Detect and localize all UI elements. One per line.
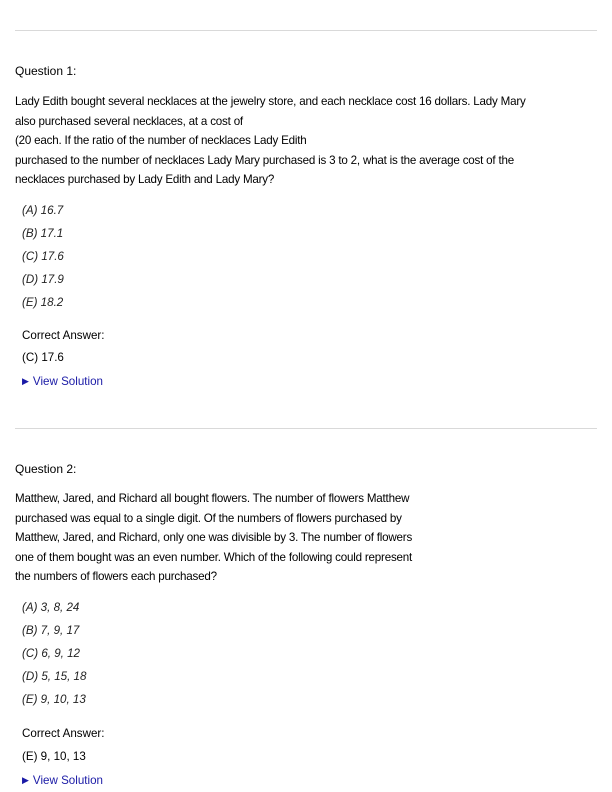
question-text-line: purchased to the number of necklaces Lady Mary purchased is 3 to 2, what is the average cost of the	[15, 153, 514, 167]
question-title: Question 2:	[15, 462, 77, 476]
answer-option: (C) 6, 9, 12	[22, 647, 80, 660]
answer-option: (D) 5, 15, 18	[22, 670, 87, 683]
question-text-line: necklaces purchased by Lady Edith and Lady Mary?	[15, 173, 275, 186]
answer-option: (A) 16.7	[22, 204, 64, 217]
correct-answer-label: Correct Answer:	[22, 329, 105, 342]
question-text-line: Matthew, Jared, and Richard, only one was divisible by 3. The number of flowers	[15, 531, 413, 544]
triangle-right-icon: ▶	[22, 376, 29, 386]
question-title: Question 1:	[15, 64, 77, 78]
divider	[15, 428, 597, 429]
answer-option: (A) 3, 8, 24	[22, 601, 80, 614]
triangle-right-icon: ▶	[22, 775, 29, 785]
question-text-line: also purchased several necklaces, at a cost of	[15, 114, 243, 128]
answer-options	[22, 204, 64, 319]
answer-options	[22, 601, 86, 716]
question-text	[15, 489, 585, 587]
correct-answer-value: (E) 9, 10, 13	[22, 750, 86, 763]
view-solution-toggle[interactable]	[22, 773, 103, 788]
question-text-line: Matthew, Jared, and Richard all bought flowers. The number of flowers Matthew	[15, 492, 410, 505]
question-text	[15, 92, 585, 190]
divider	[15, 30, 597, 31]
answer-option: (B) 17.1	[22, 227, 64, 240]
answer-option: (C) 17.6	[22, 250, 64, 263]
question-text-line: the numbers of flowers each purchased?	[15, 570, 217, 583]
answer-option: (B) 7, 9, 17	[22, 624, 80, 637]
question-text-line: one of them bought was an even number. Which of the following could represent	[15, 550, 413, 564]
view-solution-label: View Solution	[32, 375, 103, 388]
view-solution-toggle[interactable]	[22, 374, 103, 389]
correct-answer-label: Correct Answer:	[22, 727, 105, 740]
question-text-line: Lady Edith bought several necklaces at the jewelry store, and each necklace cost 16 dollars. Lady Mary	[15, 95, 526, 108]
question-text-line: purchased was equal to a single digit. Of the numbers of flowers purchased by	[15, 511, 402, 525]
answer-option: (E) 9, 10, 13	[22, 693, 86, 706]
correct-answer-value: (C) 17.6	[22, 351, 64, 364]
answer-option: (E) 18.2	[22, 296, 64, 309]
view-solution-label: View Solution	[32, 774, 103, 787]
answer-option: (D) 17.9	[22, 273, 64, 286]
question-text-line: (20 each. If the ratio of the number of necklaces Lady Edith	[15, 134, 307, 147]
